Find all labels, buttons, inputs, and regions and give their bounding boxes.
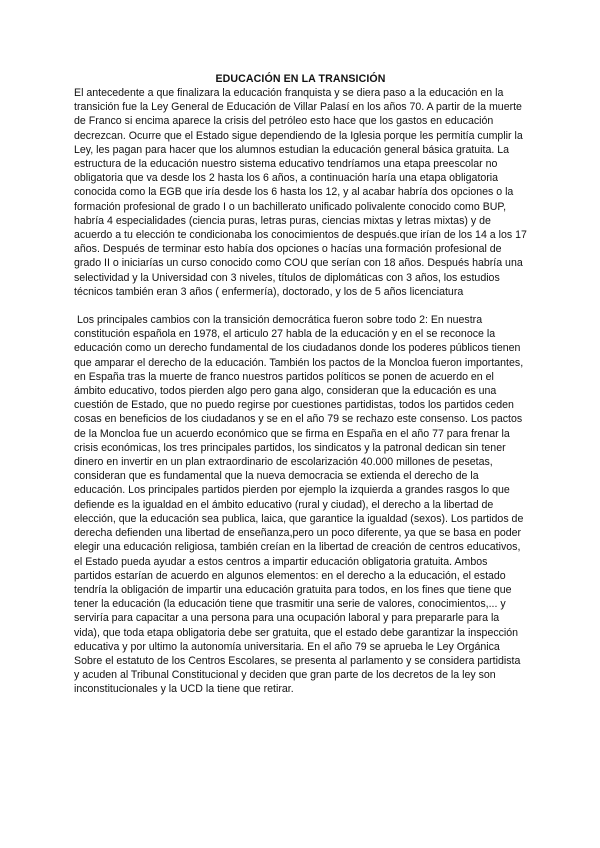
paragraph-democratic-changes: Los principales cambios con la transición democrática fueron sobre todo 2: En nuestra constitución española en 1978, el articulo 27 habla de la educación y en el se reconoce la educación como un derecho fundamental de los ciudadanos donde los poderes públicos tienen que amparar el derecho de la educación. También los pactos de la Moncloa fueron importantes, en España tras la muerte de franco nuestros partidos políticos se ponen de acuerdo en el ámbito educativo, todos pierden algo pero gana algo, consideran que la educación es una cuestión de Estado, que no puedo regirse por cuestiones partidistas, todos los partidos ceden cosas en beneficios de los ciudadanos y se en el año 79 se rechazo este consenso. Los pactos de la Moncloa fue un acuerdo económico que se firma en España en el año 77 para frenar la crisis económicas, los tres principales partidos, los sindicatos y la patronal dedican sin tener dinero en invertir en un plan extraordinario de escolarización 40.000 millones de pesetas, consideran que es fundamental que la nueva democracia se extienda el derecho de la educación. Los principales partidos pierden por ejemplo la izquierda a grandes rasgos lo que defiende es la igualdad en el ámbito educativo (rural y ciudad), el derecho a la libertad de elección, que la educación sea publica, laica, que garantice la igualdad (sexos). Los partidos de derecha defienden una libertad de enseñanza,pero un poco diferente, ya que se basa en poder elegir una educación religiosa, también creían en la libertad de creación de centros educativos, el Estado pueda ayudar a estos centros a impartir educación obligatoria gratuita. Ambos partidos estarían de acuerdo en algunos elementos: en el derecho a la educación, el estado tendría la obligación de impartir una educación gratuita para todos, en los fines que tiene que tener la educación (la educación tiene que trasmitir una serie de valores, conocimientos,... y serviría para capacitar a una persona para una ocupación laboral y para prepararle para la vida), que toda etapa obligatoria debe ser gratuita, que el estado debe garantizar la inspección educativa y por ultimo la autonomía universitaria. En el año 79 se aprueba le Ley Orgánica Sobre el estatuto de los Centros Escolares, se presenta al parlamento y se considera partidista y acuden al Tribunal Constitucional y deciden que gran parte de los decretos de la ley son inconstitucionales y la UCD la tiene que retirar. [74,314,527,696]
document-page [74,72,527,697]
paragraph-education-structure: El antecedente a que finalizara la educación franquista y se diera paso a la educación en la transición fue la Ley General de Educación de Villar Palasí en los años 70. A partir de la muerte de Franco si encima aparece la crisis del petróleo esto hace que los gastos en educación decrezcan. Ocurre que el Estado sigue dependiendo de la Iglesia porque les permitía cumplir la Ley, les pagan para hacer que los alumnos estudian la educación general básica gratuita. La estructura de la educación nuestro sistema educativo tendríamos una etapa preescolar no obligatoria que va desde los 2 hasta los 6 años, a continuación haría una etapa obligatoria conocida como la EGB que iría desde los 6 hasta los 12, y al acabar habría dos opciones o la formación profesional de grado I o un bachillerato unificado polivalente conocido como BUP, habría 4 especialidades (ciencia puras, letras puras, ciencias mixtas y letras mixtas) y de acuerdo a tu elección te condicionaba los conocimientos de después.que irían de los 14 a los 17 años. Después de terminar esto había dos opciones o hacías una formación profesional de grado II o iniciarías un curso conocido como COU que serían con 18 años. Después habría una selectividad y la Universidad con 3 niveles, títulos de diplomáticas con 3 años, los estudios técnicos también eran 3 años ( enfermería), doctorado, y los de 5 años licenciatura [74,87,527,298]
document-title: EDUCACIÓN EN LA TRANSICIÓN [215,73,386,85]
